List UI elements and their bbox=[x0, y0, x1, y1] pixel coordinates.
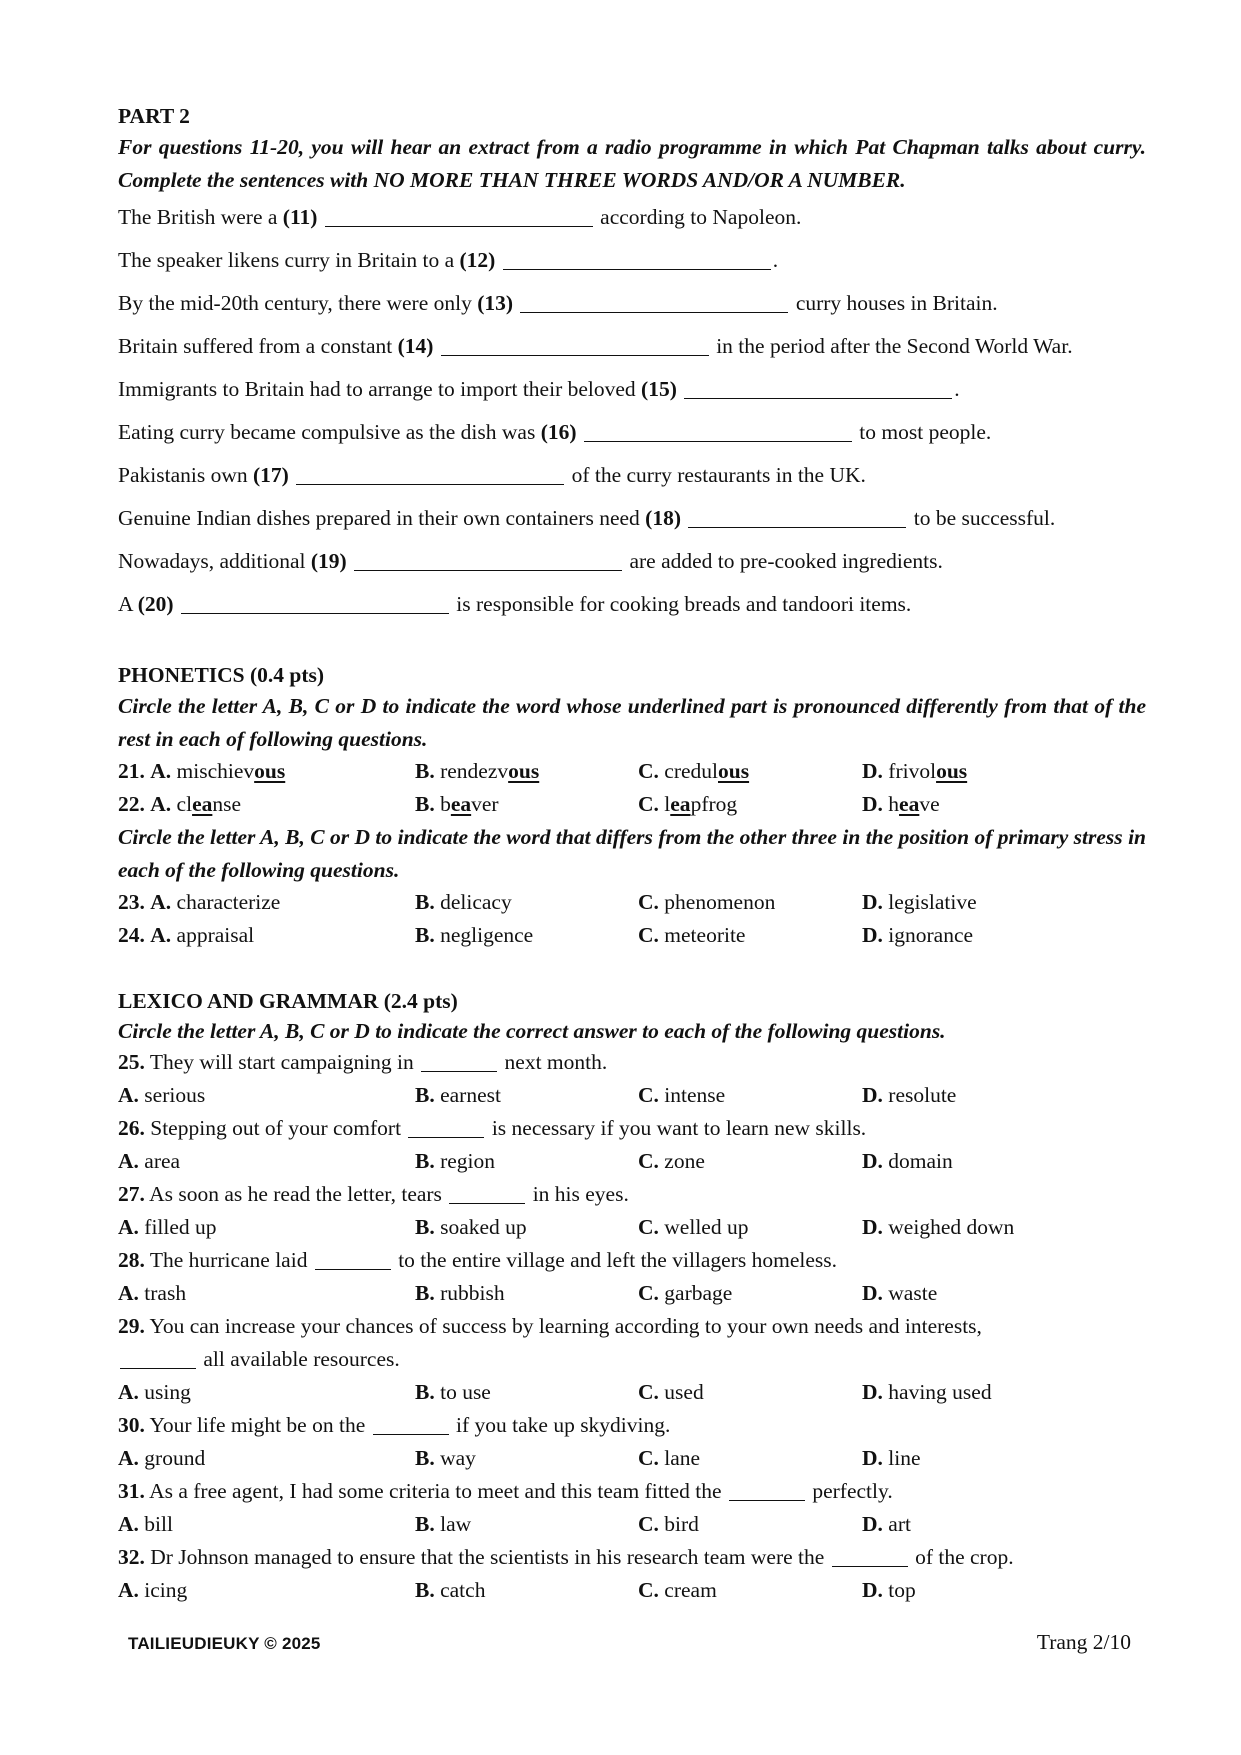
option-text: bird bbox=[664, 1512, 699, 1536]
option-letter: D. bbox=[862, 1149, 883, 1173]
stem-text: of the crop. bbox=[909, 1545, 1014, 1569]
option-letter: B. bbox=[415, 1281, 435, 1305]
question-number: 21. bbox=[118, 759, 145, 783]
sentence-text: Genuine Indian dishes prepared in their own containers need bbox=[118, 506, 646, 530]
option-c[interactable] bbox=[638, 886, 862, 919]
phonetics-instruction-stress: Circle the letter A, B, C or D to indicate the word that differs from the other three in the position of primary stress in each of the following questions. bbox=[118, 825, 1146, 882]
option-text: meteorite bbox=[664, 923, 746, 947]
part2-heading: PART 2 bbox=[118, 104, 190, 128]
option-letter: B. bbox=[415, 1578, 435, 1602]
option-text: credul bbox=[664, 759, 718, 783]
option-letter: B. bbox=[415, 1380, 435, 1404]
option-text: filled up bbox=[144, 1215, 217, 1239]
question-24 bbox=[118, 919, 1146, 952]
option-d[interactable] bbox=[862, 1211, 1014, 1244]
option-text: lane bbox=[664, 1446, 701, 1470]
part2-instruction: For questions 11-20, you will hear an extract from a radio programme in which Pat Chapman talks about curry. Complete the sentences with NO MORE THAN THREE WORDS AND/OR A NUMBER. bbox=[118, 135, 1146, 192]
stem-text: in his eyes. bbox=[527, 1182, 629, 1206]
sentence-text: By the mid-20th century, there were only bbox=[118, 291, 478, 315]
underlined-part: ea bbox=[899, 792, 920, 816]
stem-text: if you take up skydiving. bbox=[450, 1413, 671, 1437]
option-text: using bbox=[144, 1380, 191, 1404]
question-32 bbox=[118, 1541, 1146, 1607]
gapfill-item bbox=[118, 239, 1146, 282]
option-letter: D. bbox=[862, 890, 883, 914]
sentence-text: Eating curry became compulsive as the dish was bbox=[118, 420, 541, 444]
option-text: way bbox=[440, 1446, 476, 1470]
option-letter: D. bbox=[862, 792, 883, 816]
question-number: 27. bbox=[118, 1182, 145, 1206]
option-letter: D. bbox=[862, 1578, 883, 1602]
exam-page bbox=[118, 101, 1146, 1607]
answer-blank bbox=[373, 1413, 449, 1436]
question-28 bbox=[118, 1244, 1146, 1310]
sentence-text: of the curry restaurants in the UK. bbox=[566, 463, 866, 487]
question-number: (13) bbox=[477, 291, 514, 315]
answer-blank bbox=[729, 1479, 805, 1502]
gapfill-item bbox=[118, 368, 1146, 411]
stem-text: The hurricane laid bbox=[144, 1248, 313, 1272]
option-text: top bbox=[888, 1578, 916, 1602]
gapfill-item bbox=[118, 454, 1146, 497]
answer-blank[interactable] bbox=[441, 334, 709, 357]
question-26 bbox=[118, 1112, 1146, 1178]
question-stem bbox=[118, 1046, 1146, 1079]
underlined-part: ea bbox=[450, 792, 472, 816]
question-number: (11) bbox=[282, 205, 318, 229]
answer-options bbox=[118, 1376, 1146, 1409]
option-text: rendezv bbox=[440, 759, 509, 783]
answer-blank bbox=[832, 1545, 908, 1568]
sentence-text: curry houses in Britain. bbox=[790, 291, 998, 315]
option-text: region bbox=[440, 1149, 496, 1173]
option-d[interactable] bbox=[862, 1376, 992, 1409]
option-b[interactable] bbox=[415, 919, 638, 952]
underlined-part: ous bbox=[936, 759, 968, 783]
sentence-text: Immigrants to Britain had to arrange to import their beloved bbox=[118, 377, 642, 401]
question-number: (16) bbox=[540, 420, 577, 444]
stem-text: is necessary if you want to learn new skills. bbox=[486, 1116, 867, 1140]
option-letter: B. bbox=[415, 792, 435, 816]
option-a[interactable] bbox=[118, 1442, 415, 1475]
option-text: appraisal bbox=[176, 923, 255, 947]
option-text: h bbox=[888, 792, 900, 816]
stem-text: Stepping out of your comfort bbox=[144, 1116, 407, 1140]
option-text: used bbox=[664, 1380, 704, 1404]
answer-blank[interactable] bbox=[584, 420, 852, 443]
stem-text: to the entire village and left the villagers homeless. bbox=[392, 1248, 838, 1272]
sentence-text: is responsible for cooking breads and tandoori items. bbox=[450, 592, 912, 616]
option-letter: B. bbox=[415, 759, 435, 783]
option-text: rubbish bbox=[440, 1281, 505, 1305]
option-text: frivol bbox=[888, 759, 937, 783]
footer-copyright: TAILIEUDIEUKY © 2025 bbox=[128, 1634, 321, 1653]
answer-blank[interactable] bbox=[688, 506, 906, 529]
answer-blank[interactable] bbox=[503, 248, 771, 271]
option-c[interactable] bbox=[638, 919, 862, 952]
option-text: phenomenon bbox=[664, 890, 776, 914]
stem-text: You can increase your chances of success by learning according to your own needs and interests, bbox=[144, 1314, 982, 1338]
option-text: intense bbox=[664, 1083, 726, 1107]
option-text: cl bbox=[176, 792, 193, 816]
option-d[interactable] bbox=[862, 886, 977, 919]
option-letter: A. bbox=[118, 1281, 139, 1305]
option-text: waste bbox=[888, 1281, 938, 1305]
underlined-part: ous bbox=[718, 759, 750, 783]
section-spacer bbox=[118, 952, 1146, 986]
question-30 bbox=[118, 1409, 1146, 1475]
option-letter: A. bbox=[150, 923, 172, 947]
answer-blank[interactable] bbox=[325, 205, 593, 228]
option-letter: B. bbox=[415, 1149, 435, 1173]
option-d[interactable] bbox=[862, 1079, 956, 1112]
option-letter: B. bbox=[415, 1083, 435, 1107]
option-c[interactable] bbox=[638, 1442, 862, 1475]
option-a[interactable] bbox=[118, 1277, 415, 1310]
answer-options bbox=[118, 1277, 1146, 1310]
question-25 bbox=[118, 1046, 1146, 1112]
option-letter: C. bbox=[638, 1578, 659, 1602]
option-letter: C. bbox=[638, 1512, 659, 1536]
option-text: bill bbox=[144, 1512, 173, 1536]
sentence-text: The British were a bbox=[118, 205, 283, 229]
option-text: characterize bbox=[176, 890, 281, 914]
option-text: delicacy bbox=[440, 890, 512, 914]
option-c[interactable] bbox=[638, 788, 862, 821]
answer-options bbox=[118, 1079, 1146, 1112]
answer-blank[interactable] bbox=[296, 463, 564, 486]
option-a[interactable] bbox=[118, 886, 415, 919]
sentence-text: according to Napoleon. bbox=[594, 205, 802, 229]
option-b[interactable] bbox=[415, 1376, 638, 1409]
option-d[interactable] bbox=[862, 1145, 953, 1178]
gapfill-item bbox=[118, 325, 1146, 368]
option-text: earnest bbox=[440, 1083, 501, 1107]
question-stem bbox=[118, 1178, 1146, 1211]
question-29 bbox=[118, 1310, 1146, 1409]
option-b[interactable] bbox=[415, 755, 638, 788]
option-d[interactable] bbox=[862, 788, 940, 821]
stem-text: all available resources. bbox=[198, 1347, 400, 1371]
sentence-text: in the period after the Second World War. bbox=[710, 334, 1073, 358]
option-text: trash bbox=[144, 1281, 187, 1305]
option-b[interactable] bbox=[415, 788, 638, 821]
option-letter: C. bbox=[638, 1215, 659, 1239]
answer-options bbox=[118, 1508, 1146, 1541]
answer-blank[interactable] bbox=[684, 377, 952, 400]
answer-blank bbox=[449, 1182, 525, 1205]
sentence-text: Pakistanis own bbox=[118, 463, 253, 487]
option-text: negligence bbox=[440, 923, 534, 947]
answer-options bbox=[118, 1145, 1146, 1178]
option-letter: A. bbox=[150, 792, 172, 816]
question-27 bbox=[118, 1178, 1146, 1244]
option-a[interactable] bbox=[118, 788, 415, 821]
underlined-part: ea bbox=[670, 792, 691, 816]
stem-text: As soon as he read the letter, tears bbox=[144, 1182, 448, 1206]
option-c[interactable] bbox=[638, 755, 862, 788]
part2-list bbox=[118, 196, 1146, 626]
option-a[interactable] bbox=[118, 1211, 415, 1244]
question-number: (19) bbox=[310, 549, 347, 573]
underlined-part: ous bbox=[508, 759, 540, 783]
option-letter: D. bbox=[862, 923, 883, 947]
option-letter: C. bbox=[638, 890, 659, 914]
option-text: ver bbox=[471, 792, 499, 816]
answer-options bbox=[118, 1442, 1146, 1475]
question-31 bbox=[118, 1475, 1146, 1541]
option-letter: A. bbox=[118, 1512, 139, 1536]
option-text: b bbox=[440, 792, 451, 816]
option-c[interactable] bbox=[638, 1211, 862, 1244]
grammar-question-list bbox=[118, 1046, 1146, 1607]
option-letter: C. bbox=[638, 1149, 659, 1173]
option-a[interactable] bbox=[118, 1574, 415, 1607]
question-number: 30. bbox=[118, 1413, 145, 1437]
option-b[interactable] bbox=[415, 1145, 638, 1178]
option-text: cream bbox=[664, 1578, 717, 1602]
stem-text: Dr Johnson managed to ensure that the scientists in his research team were the bbox=[144, 1545, 830, 1569]
option-a[interactable] bbox=[118, 1145, 415, 1178]
option-text: to use bbox=[440, 1380, 491, 1404]
stem-text: As a free agent, I had some criteria to meet and this team fitted the bbox=[144, 1479, 727, 1503]
answer-blank[interactable] bbox=[520, 291, 788, 314]
sentence-text: Nowadays, additional bbox=[118, 549, 311, 573]
option-b[interactable] bbox=[415, 1442, 638, 1475]
option-text: ground bbox=[144, 1446, 206, 1470]
question-number: 32. bbox=[118, 1545, 145, 1569]
question-number: 25. bbox=[118, 1050, 145, 1074]
grammar-instruction: Circle the letter A, B, C or D to indicate the correct answer to each of the following questions. bbox=[118, 1019, 946, 1043]
option-letter: C. bbox=[638, 1083, 659, 1107]
option-letter: D. bbox=[862, 1380, 883, 1404]
option-b[interactable] bbox=[415, 1211, 638, 1244]
option-d[interactable] bbox=[862, 1574, 916, 1607]
question-stem bbox=[118, 1541, 1146, 1574]
option-d[interactable] bbox=[862, 755, 967, 788]
option-letter: C. bbox=[638, 792, 659, 816]
option-letter: D. bbox=[862, 1446, 883, 1470]
option-b[interactable] bbox=[415, 886, 638, 919]
question-number: 28. bbox=[118, 1248, 145, 1272]
option-letter: B. bbox=[415, 923, 435, 947]
stem-text: Your life might be on the bbox=[144, 1413, 371, 1437]
question-number: (18) bbox=[645, 506, 681, 530]
sentence-text: to be successful. bbox=[908, 506, 1056, 530]
option-d[interactable] bbox=[862, 1508, 911, 1541]
option-letter: C. bbox=[638, 1380, 659, 1404]
stem-text: They will start campaigning in bbox=[144, 1050, 420, 1074]
option-c[interactable] bbox=[638, 1508, 862, 1541]
answer-blank bbox=[408, 1116, 484, 1139]
option-letter: B. bbox=[415, 890, 435, 914]
question-number: 29. bbox=[118, 1314, 145, 1338]
option-a[interactable] bbox=[118, 919, 415, 952]
option-c[interactable] bbox=[638, 1145, 862, 1178]
answer-options bbox=[118, 1211, 1146, 1244]
option-d[interactable] bbox=[862, 919, 973, 952]
gapfill-item bbox=[118, 196, 1146, 239]
answer-blank bbox=[421, 1050, 497, 1073]
option-a[interactable] bbox=[118, 755, 415, 788]
grammar-heading: LEXICO AND GRAMMAR (2.4 pts) bbox=[118, 989, 458, 1013]
option-c[interactable] bbox=[638, 1277, 862, 1310]
option-d[interactable] bbox=[862, 1277, 937, 1310]
answer-blank[interactable] bbox=[354, 549, 622, 572]
option-c[interactable] bbox=[638, 1574, 862, 1607]
option-letter: D. bbox=[862, 1512, 883, 1536]
option-letter: A. bbox=[118, 1380, 139, 1404]
question-number: 31. bbox=[118, 1479, 145, 1503]
question-number: 22. bbox=[118, 792, 145, 816]
option-letter: C. bbox=[638, 759, 659, 783]
gapfill-item bbox=[118, 282, 1146, 325]
option-text: domain bbox=[888, 1149, 953, 1173]
option-letter: A. bbox=[118, 1215, 139, 1239]
option-text: weighed down bbox=[888, 1215, 1015, 1239]
option-letter: D. bbox=[862, 1281, 883, 1305]
option-text: zone bbox=[664, 1149, 705, 1173]
option-letter: D. bbox=[862, 1215, 883, 1239]
option-letter: A. bbox=[118, 1446, 139, 1470]
gapfill-item bbox=[118, 583, 1146, 626]
option-text: pfrog bbox=[690, 792, 738, 816]
underlined-part: ea bbox=[192, 792, 213, 816]
option-letter: D. bbox=[862, 759, 883, 783]
option-text: ve bbox=[919, 792, 940, 816]
question-stem bbox=[118, 1244, 1146, 1277]
question-number: 23. bbox=[118, 890, 145, 914]
option-text: law bbox=[440, 1512, 472, 1536]
option-letter: B. bbox=[415, 1446, 435, 1470]
question-number: 24. bbox=[118, 923, 145, 947]
sentence-text: A bbox=[118, 592, 138, 616]
answer-blank bbox=[315, 1248, 391, 1271]
option-text: having used bbox=[888, 1380, 992, 1404]
option-a[interactable] bbox=[118, 1508, 415, 1541]
option-b[interactable] bbox=[415, 1277, 638, 1310]
option-letter: A. bbox=[118, 1578, 139, 1602]
gapfill-item bbox=[118, 411, 1146, 454]
option-letter: A. bbox=[150, 890, 172, 914]
option-letter: B. bbox=[415, 1215, 435, 1239]
option-text: resolute bbox=[888, 1083, 957, 1107]
option-c[interactable] bbox=[638, 1079, 862, 1112]
option-text: mischiev bbox=[176, 759, 255, 783]
question-21 bbox=[118, 755, 1146, 788]
option-letter: B. bbox=[415, 1512, 435, 1536]
answer-options bbox=[118, 1574, 1146, 1607]
option-text: art bbox=[888, 1512, 911, 1536]
question-number: (17) bbox=[252, 463, 289, 487]
question-number: (12) bbox=[459, 248, 496, 272]
stem-text: next month. bbox=[499, 1050, 608, 1074]
question-number: (14) bbox=[397, 334, 434, 358]
option-letter: C. bbox=[638, 923, 659, 947]
option-b[interactable] bbox=[415, 1508, 638, 1541]
option-text: icing bbox=[144, 1578, 188, 1602]
page-number: Trang 2/10 bbox=[1036, 1630, 1131, 1654]
question-number: 26. bbox=[118, 1116, 145, 1140]
option-text: l bbox=[664, 792, 671, 816]
option-text: ignorance bbox=[888, 923, 974, 947]
sentence-text: The speaker likens curry in Britain to a bbox=[118, 248, 460, 272]
question-22 bbox=[118, 788, 1146, 821]
question-stem bbox=[118, 1310, 1146, 1376]
phonetics-instruction-pronunciation: Circle the letter A, B, C or D to indicate the word whose underlined part is pronounced differently from that of the rest in each of following questions. bbox=[118, 694, 1146, 751]
option-a[interactable] bbox=[118, 1079, 415, 1112]
stem-text: perfectly. bbox=[806, 1479, 893, 1503]
sentence-text: . bbox=[772, 248, 779, 272]
question-stem bbox=[118, 1112, 1146, 1145]
section-spacer bbox=[118, 626, 1146, 660]
answer-blank bbox=[120, 1347, 196, 1370]
sentence-text: to most people. bbox=[853, 420, 992, 444]
option-b[interactable] bbox=[415, 1079, 638, 1112]
option-letter: A. bbox=[118, 1149, 139, 1173]
question-number: (15) bbox=[641, 377, 677, 401]
option-text: soaked up bbox=[440, 1215, 527, 1239]
question-23 bbox=[118, 886, 1146, 919]
option-text: nse bbox=[212, 792, 242, 816]
question-stem bbox=[118, 1475, 1146, 1508]
option-text: catch bbox=[440, 1578, 486, 1602]
option-letter: A. bbox=[118, 1083, 139, 1107]
sentence-text: Britain suffered from a constant bbox=[118, 334, 398, 358]
phonetics-heading: PHONETICS (0.4 pts) bbox=[118, 663, 325, 687]
option-letter: C. bbox=[638, 1281, 659, 1305]
option-text: line bbox=[888, 1446, 921, 1470]
gapfill-item bbox=[118, 540, 1146, 583]
option-text: welled up bbox=[664, 1215, 749, 1239]
option-letter: D. bbox=[862, 1083, 883, 1107]
option-letter: C. bbox=[638, 1446, 659, 1470]
option-text: legislative bbox=[888, 890, 977, 914]
question-number: (20) bbox=[137, 592, 174, 616]
option-text: garbage bbox=[664, 1281, 733, 1305]
underlined-part: ous bbox=[254, 759, 286, 783]
option-a[interactable] bbox=[118, 1376, 415, 1409]
gapfill-item bbox=[118, 497, 1146, 540]
option-c[interactable] bbox=[638, 1376, 862, 1409]
answer-blank[interactable] bbox=[181, 592, 449, 615]
option-text: area bbox=[144, 1149, 181, 1173]
option-text: serious bbox=[144, 1083, 206, 1107]
sentence-text: . bbox=[954, 377, 960, 401]
option-b[interactable] bbox=[415, 1574, 638, 1607]
question-stem bbox=[118, 1409, 1146, 1442]
option-letter: A. bbox=[150, 759, 172, 783]
sentence-text: are added to pre-cooked ingredients. bbox=[624, 549, 943, 573]
option-d[interactable] bbox=[862, 1442, 921, 1475]
